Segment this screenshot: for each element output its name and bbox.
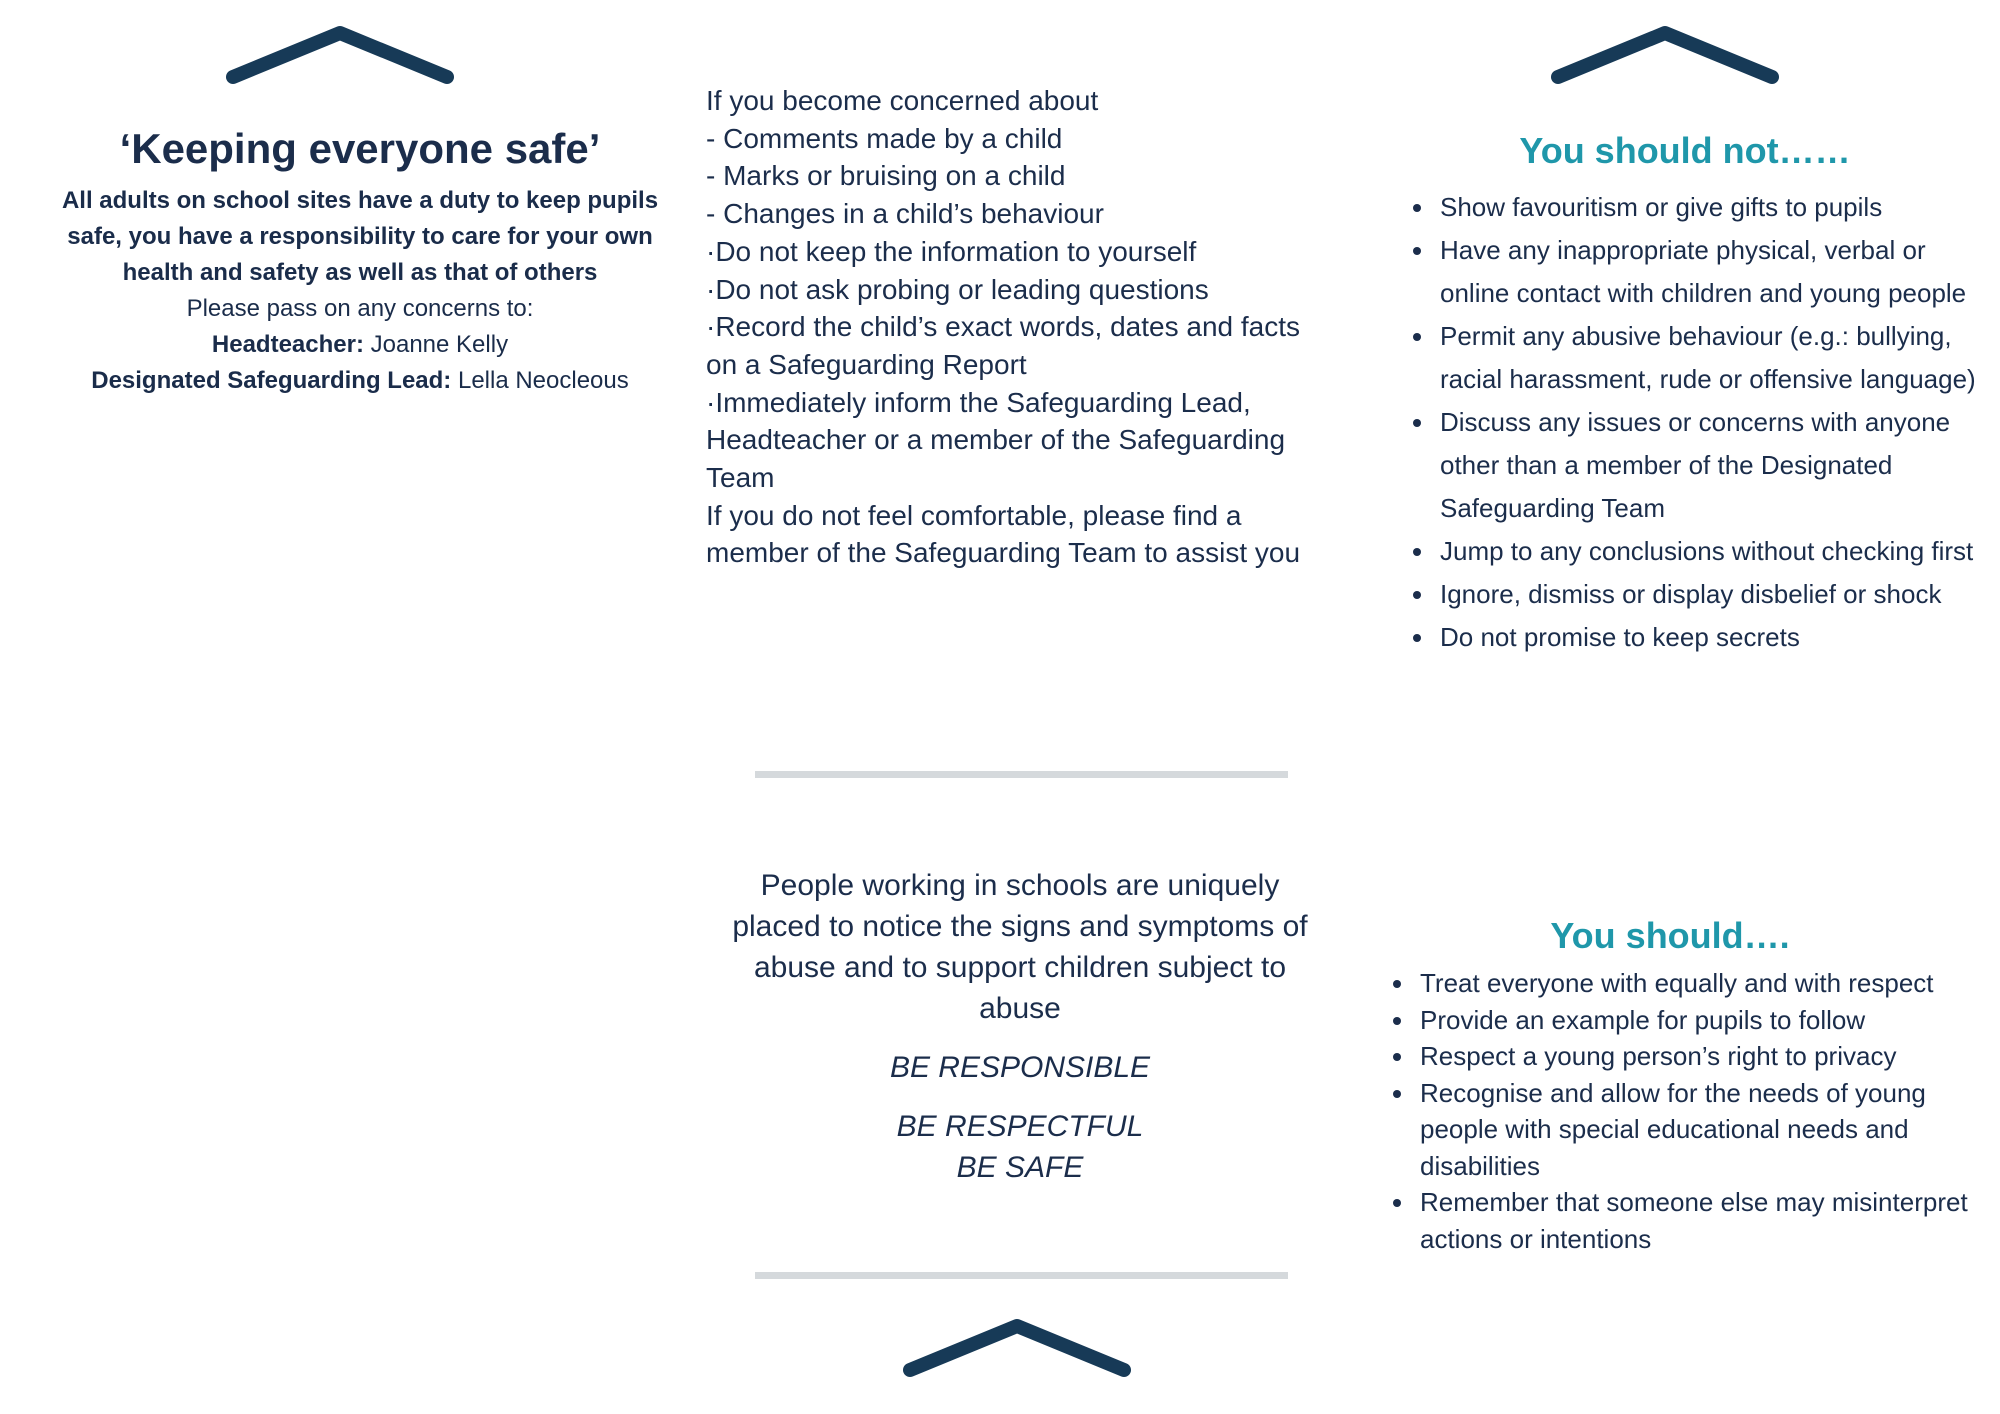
chevron-up-icon (225, 25, 457, 87)
dsl-name: Lella Neocleous (457, 367, 629, 394)
motto-line: BE SAFE (956, 1151, 1084, 1184)
should-heading: You should…. (1550, 915, 1790, 956)
list-item: • Do not promise to keep secrets (1436, 616, 1990, 659)
should-not-list (1380, 186, 1990, 659)
list-item: • Have any inappropriate physical, verbal or online contact with children and young people (1436, 229, 1990, 315)
left-panel (40, 125, 680, 399)
motto-line: BE RESPONSIBLE (889, 1051, 1151, 1084)
guidance-line: - Changes in a child’s behaviour (706, 198, 1104, 230)
page-title: ‘Keeping everyone safe’ (119, 125, 601, 172)
divider (755, 771, 1288, 778)
list-item: • Provide an example for pupils to follow (1416, 1002, 1980, 1039)
list-item: • Jump to any conclusions without checking first (1436, 530, 1990, 573)
headteacher-label: Headteacher: (211, 331, 364, 358)
guidance-line: ·Do not keep the information to yourself (706, 235, 1197, 267)
guidance-line: ·Immediately inform the Safeguarding Lead, (706, 386, 1251, 418)
divider (755, 1272, 1288, 1279)
list-item: • Respect a young person’s right to privacy (1416, 1038, 1980, 1075)
should-panel (1360, 915, 1980, 1257)
list-item: • Ignore, dismiss or display disbelief or shock (1436, 573, 1990, 616)
guidance-line: - Comments made by a child (706, 122, 1063, 154)
should-list (1360, 965, 1980, 1257)
list-item: • Discuss any issues or concerns with anyone other than a member of the Designated Safeguarding Team (1436, 401, 1990, 530)
list-item: • Permit any abusive behaviour (e.g.: bullying, racial harassment, rude or offensive language) (1436, 315, 1990, 401)
motto-panel (730, 865, 1310, 1188)
guidance-line: Team (706, 462, 775, 494)
dsl-label: Designated Safeguarding Lead: (91, 367, 452, 394)
list-item: • Show favouritism or give gifts to pupils (1436, 186, 1990, 229)
pass-on-text: Please pass on any concerns to: (186, 295, 534, 322)
headteacher-line (40, 327, 680, 363)
should-not-heading: You should not…… (1519, 130, 1851, 171)
guidance-line: If you become concerned about (706, 85, 1099, 116)
dsl-line (40, 363, 680, 399)
guidance-line: ·Do not ask probing or leading questions (706, 273, 1209, 305)
chevron-up-icon (1550, 25, 1782, 87)
list-item: • Recognise and allow for the needs of young people with special educational needs and disabilities (1416, 1075, 1980, 1185)
motto-line: BE RESPECTFUL (896, 1110, 1144, 1143)
guidance-line: - Marks or bruising on a child (706, 160, 1066, 192)
list-item: • Remember that someone else may misinterpret actions or intentions (1416, 1184, 1980, 1257)
concern-guidance (706, 82, 1326, 572)
list-item: • Treat everyone with equally and with respect (1416, 965, 1980, 1002)
chevron-up-icon (902, 1318, 1134, 1380)
should-not-panel (1380, 130, 1990, 659)
intro-text: All adults on school sites have a duty to keep pupils safe, you have a responsibility to care for your own health and safety as well as that of others (61, 187, 659, 286)
guidance-line: ·Record the child’s exact words, dates and facts (706, 311, 1301, 343)
guidance-line: member of the Safeguarding Team to assist you (706, 537, 1301, 569)
guidance-line: Headteacher or a member of the Safeguarding (706, 424, 1286, 456)
headteacher-name: Joanne Kelly (370, 331, 509, 358)
guidance-line: on a Safeguarding Report (706, 348, 1027, 380)
guidance-line: If you do not feel comfortable, please find a (706, 499, 1242, 531)
quote-text: People working in schools are uniquely placed to notice the signs and symptoms of abuse and to support children subject to abuse (732, 869, 1308, 1025)
